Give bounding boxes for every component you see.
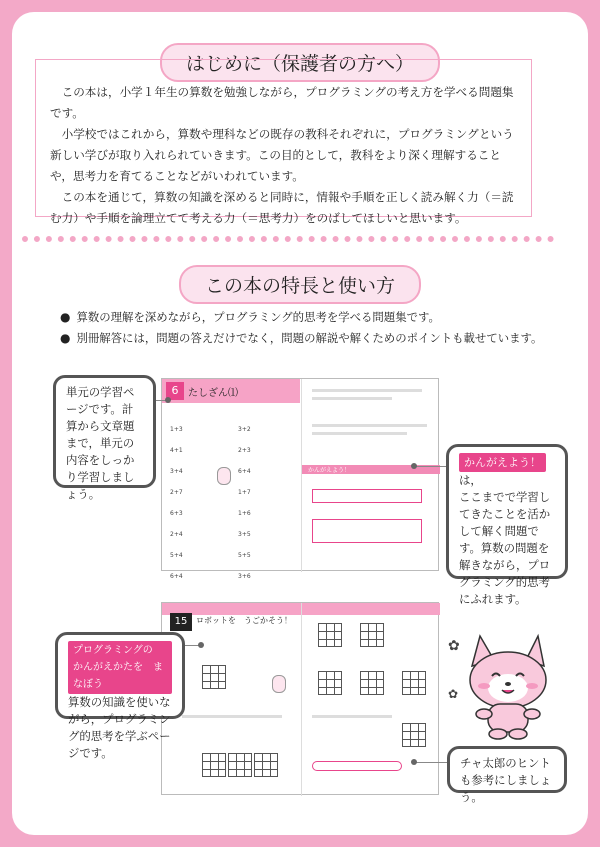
intro-title: はじめに（保護者の方へ）: [160, 43, 440, 82]
text-line: [312, 424, 427, 427]
problem-item: 1+7: [238, 489, 251, 496]
callout-programming-text: 算数の知識を使いながら，プログラミング的思考を学ぶページです。: [68, 695, 171, 760]
feature-text: 算数の理解を深めながら，プログラミング的思考を学べる問題集です。: [76, 310, 440, 324]
feature-item: [60, 307, 542, 328]
problem-item: 3+2: [238, 426, 251, 433]
problem-item: 4+1: [170, 447, 183, 454]
feature-item: [60, 328, 542, 349]
callout-chataro: [447, 746, 567, 804]
feature-list: [60, 307, 542, 349]
unit-title: たしざん⑴: [188, 388, 238, 399]
text-line: [312, 397, 392, 400]
connector-line: [414, 466, 446, 467]
text-line: [312, 432, 407, 435]
page-gutter: [301, 603, 302, 796]
grid-icon: [254, 753, 278, 777]
chataro-mini-icon: [217, 467, 231, 485]
connector-dot: [411, 463, 417, 469]
programming-number: 15: [170, 613, 192, 631]
text-line: [312, 389, 422, 392]
kangaeyou-label: かんがえよう！: [308, 467, 351, 474]
unit-left-column: [170, 419, 220, 587]
grid-icon: [360, 623, 384, 647]
problem-item: 6+3: [170, 510, 183, 517]
answer-row: [312, 489, 422, 503]
grid-icon: [202, 753, 226, 777]
callout-unit-text: 単元の学習ページです。計算から文章題まで，単元の内容をしっかり学習しましょう。: [66, 385, 135, 501]
problem-item: 1+6: [238, 510, 251, 517]
callout-programming: [55, 632, 185, 760]
features-title: この本の特長と使い方: [179, 265, 421, 304]
page-gutter: [301, 379, 302, 572]
problem-item: 5+4: [170, 552, 183, 559]
grid-icon: [318, 671, 342, 695]
intro-paragraph-2: 小学校ではこれから，算数や理科などの既存の教科それぞれに，プログラミングという新しい学びが取り入れられていきます。この目的として，教科をより深く理解することや，思考力を育てることなどがいわれています。: [50, 127, 514, 183]
problem-item: 2+7: [170, 489, 183, 496]
programming-title: ロボットを うごかそう！: [196, 616, 292, 625]
problem-item: 5+5: [238, 552, 251, 559]
svg-text:✿: ✿: [448, 687, 459, 701]
dotted-divider: [22, 236, 554, 242]
problem-item: 3+5: [238, 531, 251, 538]
intro-paragraph-3: この本を通じて，算数の知識を深めると同時に，情報や手順を正しく読み解く力（＝読む力）や手順を論理立てて考える力（＝思考力）をのばしてほしいと思います。: [50, 190, 514, 225]
connector-line: [414, 762, 447, 763]
grid-icon: [402, 723, 426, 747]
connector-dot: [165, 397, 171, 403]
svg-text:✿: ✿: [448, 638, 460, 654]
grid-icon: [202, 665, 226, 689]
intro-box: [35, 59, 532, 225]
problem-item: 1+3: [170, 426, 183, 433]
connector-dot: [411, 759, 417, 765]
bullet-icon: ●: [60, 331, 71, 345]
problem-item: 2+3: [238, 447, 251, 454]
sample-page-unit: [161, 378, 439, 580]
kangaeyou-tag: かんがえよう！: [459, 453, 546, 472]
chataro-mascot-icon: [440, 628, 560, 743]
problem-item: 3+6: [238, 573, 251, 580]
grid-icon: [318, 623, 342, 647]
sample-page-programming: [161, 602, 439, 795]
kangaeyou-suffix: は，: [459, 473, 482, 487]
text-line: [182, 715, 282, 718]
feature-text: 別冊解答には，問題の答えだけでなく，問題の解説や解くためのポイントも載せています。: [76, 331, 543, 345]
callout-chataro-text: チャ太郎のヒントも参考にしましょう。: [460, 756, 552, 804]
callout-kangaeyou: [446, 444, 568, 606]
bullet-icon: ●: [60, 310, 71, 324]
grid-icon: [360, 671, 384, 695]
programming-tag: プログラミングの かんがえかたを まなぼう: [68, 641, 172, 694]
problem-item: 6+4: [238, 468, 251, 475]
chataro-mini-icon: [272, 675, 286, 693]
connector-dot: [198, 642, 204, 648]
problem-item: 2+4: [170, 531, 183, 538]
grid-icon: [402, 671, 426, 695]
callout-kangaeyou-text: ここまでで学習してきたことを活かして解く問題です。算数の問題を解きながら，プログラミング的思考にふれます。: [459, 490, 551, 606]
intro-paragraph-1: この本は，小学１年生の算数を勉強しながら，プログラミングの考え方を学べる問題集です。: [50, 85, 514, 120]
answer-box: [312, 761, 402, 771]
problem-item: 3+4: [170, 468, 183, 475]
unit-right-column: [238, 419, 288, 587]
grid-icon: [228, 753, 252, 777]
answer-row: [312, 519, 422, 543]
callout-unit-page: [53, 375, 156, 501]
unit-number: 6: [166, 382, 184, 400]
problem-item: 6+4: [170, 573, 183, 580]
text-line: [312, 715, 392, 718]
